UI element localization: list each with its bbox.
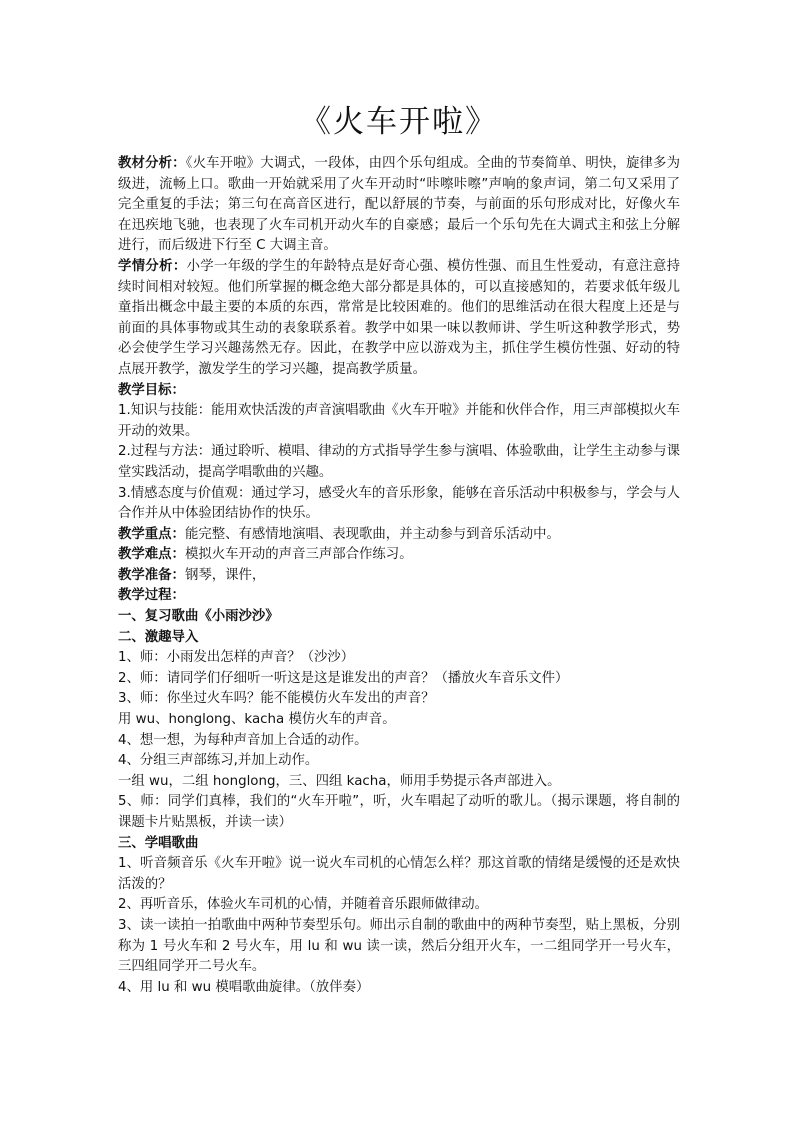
difficulty-label: 教学难点： <box>118 547 185 563</box>
key-point-paragraph <box>118 525 680 546</box>
list-item: 3、师：你坐过火车吗？能不能模仿火车发出的声音？ <box>118 691 435 707</box>
prep-text: 钢琴，课件， <box>184 567 266 583</box>
list-item: 1、师：小雨发出怎样的声音？（沙沙） <box>118 650 355 666</box>
difficulty-text: 模拟火车开动的声音三声部合作练习。 <box>184 547 413 563</box>
document-page <box>118 102 680 998</box>
prep-paragraph <box>118 566 680 587</box>
analysis-text: 《火车开啦》大调式，一段体，由四个乐句组成。全曲的节奏简单、明快，旋律多为级进，流畅上口。歌曲一开始就采用了火车开动时“咔嚓咔嚓”声响的象声词，第二句又采用了完全重复的手法；第三句在高音区进行，配以舒展的节奏，与前面的乐句形成对比，好像火车在迅疾地飞驰，也表现了火车司机开动火车的自豪感；最后一个乐句先在大调式主和弦上分解进行，而后级进下行至 C 大调主音。 <box>118 156 680 254</box>
prep-label: 教学准备： <box>118 567 185 583</box>
goal-item: 2.过程与方法：通过聆听、模唱、律动的方式指导学生参与演唱、体验歌曲，让学生主动参与课堂实践活动，提高学唱歌曲的兴趣。 <box>118 444 680 480</box>
list-item: 3、读一读拍一拍歌曲中两种节奏型乐句。师出示自制的歌曲中的两种节奏型，贴上黑板，分别称为 1 号火车和 2 号火车，用 lu 和 wu 读一读，然后分组开火车，一二组同学开一号火车，三四组同学开二号火车。 <box>118 917 680 975</box>
difficulty-paragraph <box>118 545 680 566</box>
list-item: 2、师：请同学们仔细听一听这是这是谁发出的声音？（播放火车音乐文件） <box>118 670 569 686</box>
learners-text: 小学一年级的学生的年龄特点是好奇心强、模仿性强、而且生性爱动，有意注意持续时间相对较短。他们所掌握的概念绝大部分都是具体的，可以直接感知的，若要求低年级儿童指出概念中最主要的本质的东西，常常是比较困难的。他们的思维活动在很大程度上还是与前面的具体事物或其生动的表象联系着。教学中如果一味以教师讲、学生听这种教学形式，势必会使学生学习兴趣荡然无存。因此，在教学中应以游戏为主，抓住学生模仿性强、好动的特点展开教学，激发学生的学习兴趣，提高教学质量。 <box>118 258 680 377</box>
list-item: 5、师：同学们真棒，我们的“火车开啦”，听，火车唱起了动听的歌儿。（揭示课题，将自制的课题卡片贴黑板，并读一读） <box>118 794 680 830</box>
section-heading-2: 二、激趣导入 <box>118 629 199 645</box>
key-point-text: 能完整、有感情地演唱、表现歌曲，并主动参与到音乐活动中。 <box>184 526 560 542</box>
list-item: 用 wu、honglong、kacha 模仿火车的声音。 <box>118 712 396 728</box>
list-item: 2、再听音乐，体验火车司机的心情，并随着音乐跟师做律动。 <box>118 897 489 913</box>
document-title: 《火车开啦》 <box>300 104 498 140</box>
goals-heading: 教学目标： <box>118 382 185 398</box>
goal-item: 1.知识与技能：能用欢快活泼的声音演唱歌曲《火车开啦》并能和伙伴合作，用三声部模拟火车开动的效果。 <box>118 403 680 439</box>
process-heading: 教学过程： <box>118 588 185 604</box>
goal-item: 3.情感态度与价值观：通过学习，感受火车的音乐形象，能够在音乐活动中积极参与，学会与人合作并从中体验团结协作的快乐。 <box>118 485 680 522</box>
list-item: 4、想一想，为每种声音加上合适的动作。 <box>118 732 368 748</box>
learners-paragraph <box>118 257 680 381</box>
analysis-paragraph <box>118 154 680 257</box>
section-heading-1: 一、复习歌曲《小雨沙沙》 <box>118 609 279 625</box>
list-item: 一组 wu，二组 honglong，三、四组 kacha，师用手势提示各声部进入。 <box>118 773 561 789</box>
section-heading-3: 三、学唱歌曲 <box>118 835 199 851</box>
list-item: 4、用 lu 和 wu 模唱歌曲旋律。（放伴奏） <box>118 979 370 995</box>
list-item: 4、分组三声部练习,并加上动作。 <box>118 753 319 769</box>
learners-label: 学情分析： <box>118 258 187 274</box>
key-point-label: 教学重点： <box>118 526 185 542</box>
list-item: 1、听音频音乐《火车开啦》说一说火车司机的心情怎么样？那这首歌的情绪是缓慢的还是欢快活泼的？ <box>118 856 680 892</box>
analysis-label: 教材分析： <box>118 156 186 171</box>
